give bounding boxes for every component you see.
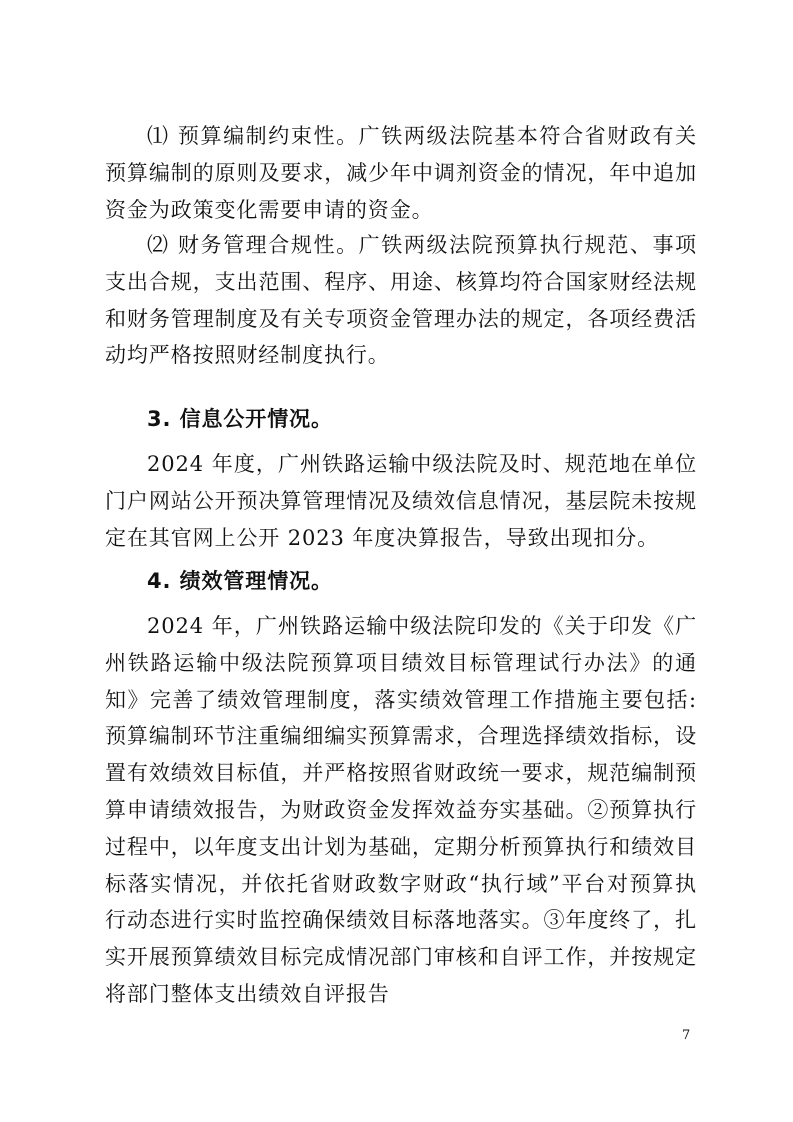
paragraph-financial-compliance: ⑵ 财务管理合规性。广铁两级法院预算执行规范、事项支出合规，支出范围、程序、用途、核算均符合国家财经法规和财务管理制度及有关专项资金管理办法的规定，各项经费活动均严格按照财经制度执行。: [105, 233, 697, 368]
section-heading-information-disclosure: 3. 信息公开情况。: [147, 407, 333, 431]
section-heading-performance-management: 4. 绩效管理情况。: [147, 569, 333, 593]
paragraph-performance-management: 2024 年，广州铁路运输中级法院印发的《关于印发《广州铁路运输中级法院预算项目绩效目标管理试行办法》的通知》完善了绩效管理制度，落实绩效管理工作措施主要包括: 预算编制环节注重编细编实预算需求，合理选择绩效指标，设置有效绩效目标值，并严格按照省财政统一要求，规范编制预算申请绩效报告，为财政资金发挥效益夯实基础。②预算执行过程中，以年度支出计划为基础，定期分析预算执行和绩效目标落实情况，并依托省财政数字财政“执行域”平台对预算执行动态进行实时监控确保绩效目标落地落实。③年度终了，扎实开展预算绩效目标完成情况部门审核和自评工作，并按规定将部门整体支出绩效自评报告: [105, 614, 697, 1006]
paragraph-information-disclosure: 2024 年度，广州铁路运输中级法院及时、规范地在单位门户网站公开预决算管理情况及绩效信息情况，基层院未按规定在其官网上公开 2023 年度决算报告，导致出现扣分。: [105, 452, 697, 550]
paragraph-budget-constraint: ⑴ 预算编制约束性。广铁两级法院基本符合省财政有关预算编制的原则及要求，减少年中调剂资金的情况，年中追加资金为政策变化需要申请的资金。: [105, 124, 697, 222]
page-number: 7: [682, 1028, 691, 1043]
